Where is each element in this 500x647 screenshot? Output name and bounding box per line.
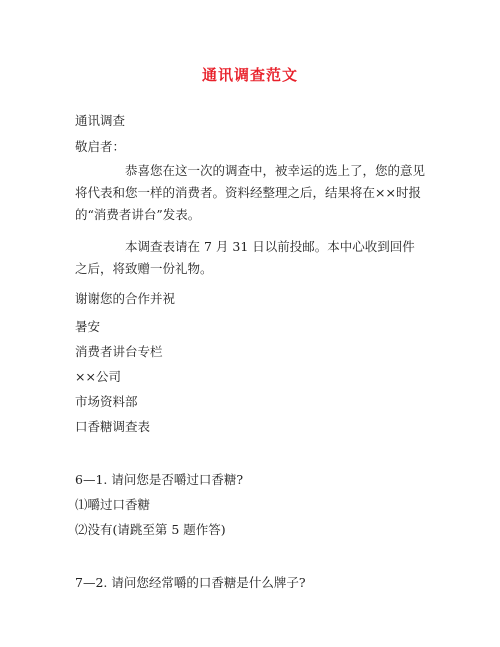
signature-company: ××公司 bbox=[75, 369, 121, 384]
question-1-option-2: ⑵没有(请跳至第 5 题作答) bbox=[75, 522, 226, 537]
closing-greeting: 暑安 bbox=[75, 319, 101, 334]
question-1: 6—1. 请问您是否嚼过口香糖? bbox=[75, 472, 244, 487]
question-2: 7—2. 请问您经常嚼的口香糖是什么牌子? bbox=[75, 575, 306, 590]
salutation: 敬启者： bbox=[75, 139, 126, 154]
signature-department: 市场资料部 bbox=[75, 394, 138, 409]
signature-column: 消费者讲台专栏 bbox=[75, 344, 163, 359]
heading: 通讯调查 bbox=[75, 113, 126, 128]
body-paragraph-2: 本调查表请在 7 月 31 日以前投邮。本中心收到回件之后，将致赠一份礼物。 bbox=[75, 239, 415, 276]
question-1-option-1: ⑴嚼过口香糖 bbox=[75, 497, 151, 512]
page-title: 通讯调查范文 bbox=[201, 66, 298, 84]
form-title: 口香糖调查表 bbox=[75, 419, 151, 434]
closing-line: 谢谢您的合作并祝 bbox=[75, 291, 176, 306]
body-paragraph-1: 恭喜您在这一次的调查中，被幸运的选上了，您的意见将代表和您一样的消费者。资料经整理之后，结果将在××时报的“消费者讲台”发表。 bbox=[75, 163, 426, 222]
